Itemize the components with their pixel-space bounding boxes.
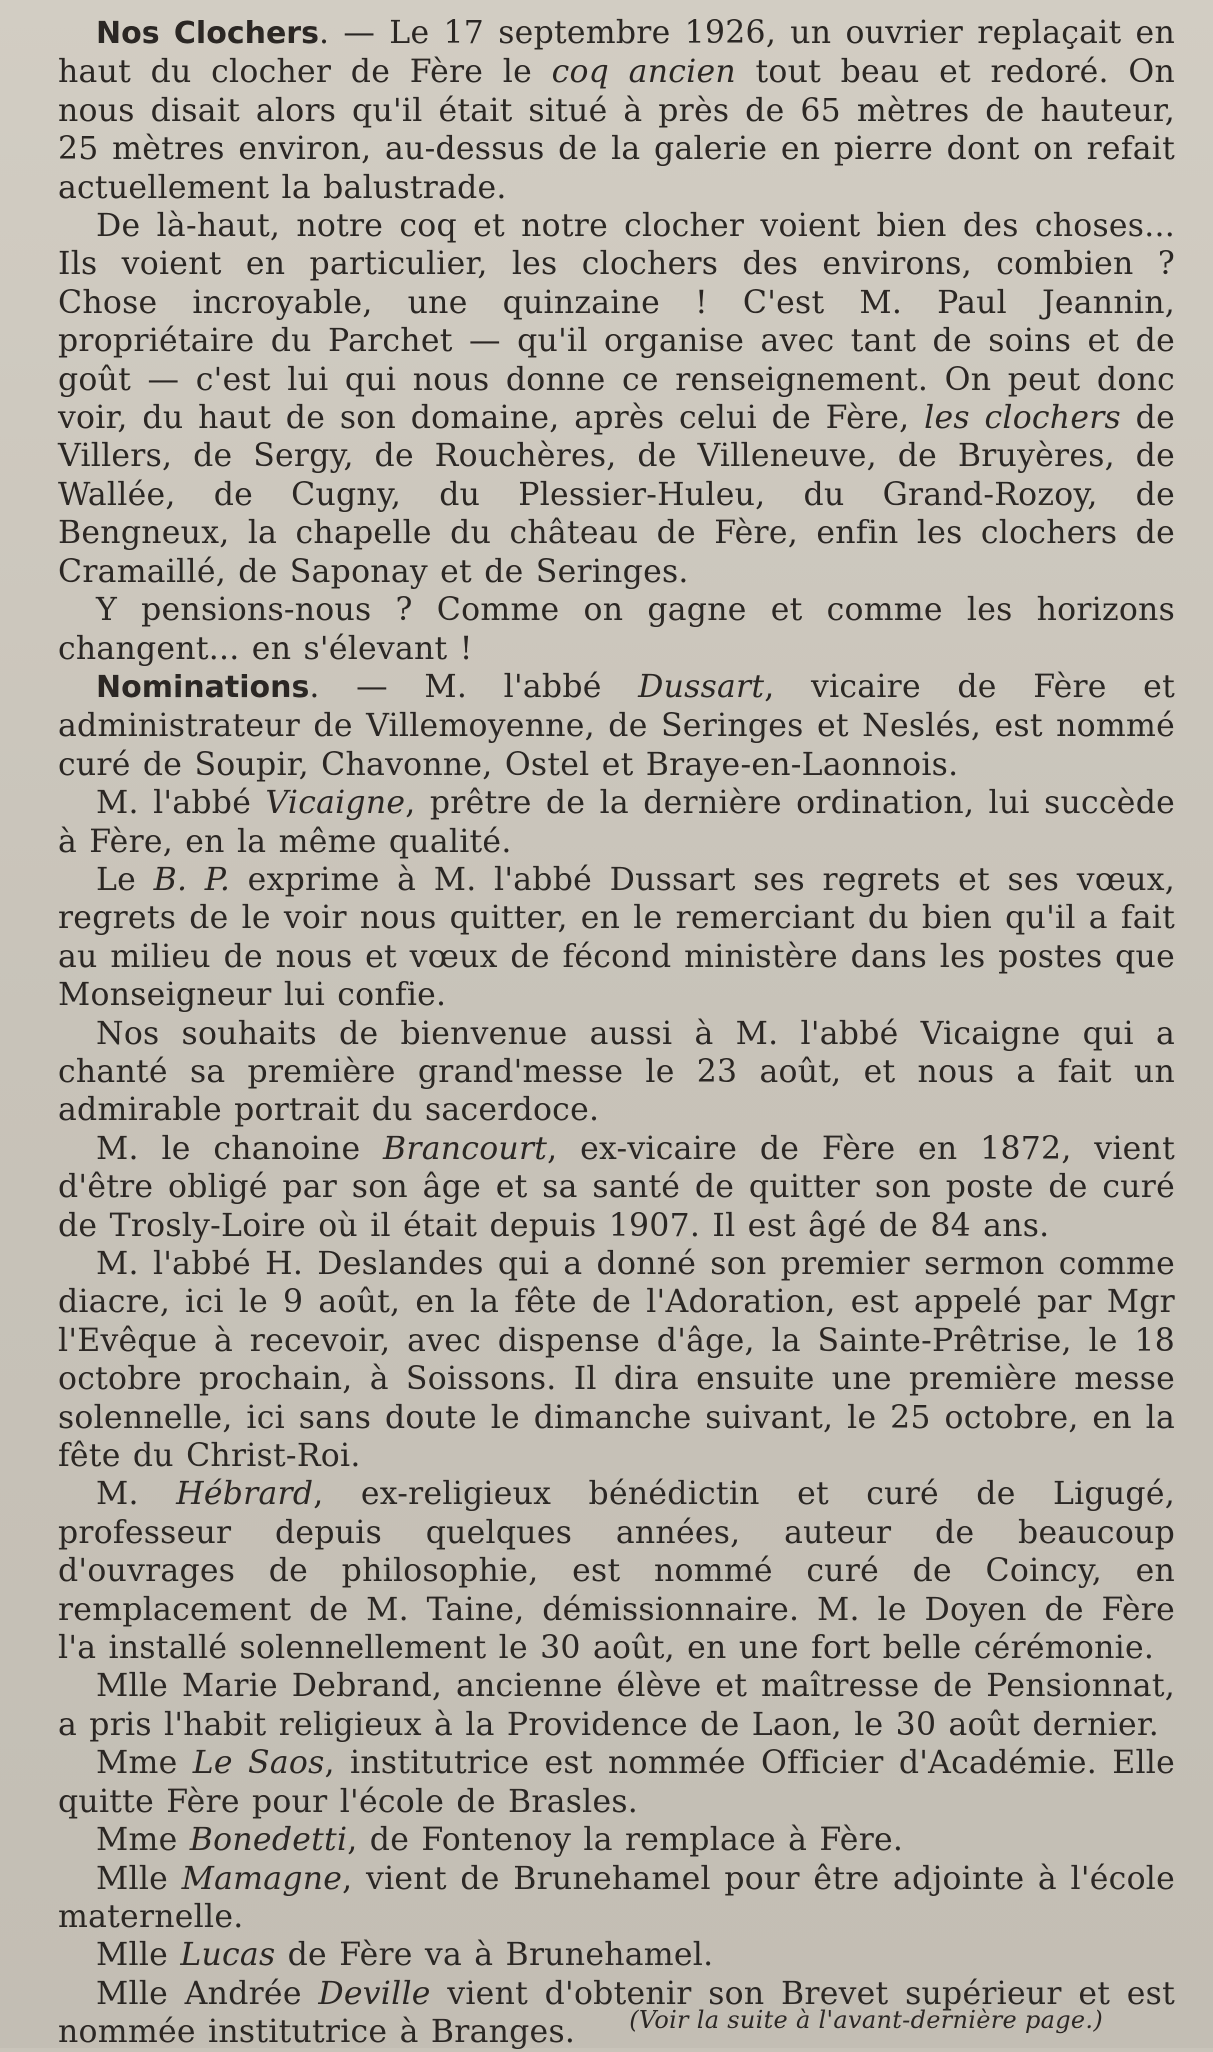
text-segment: Mlle — [96, 1937, 181, 1974]
text-segment: , de Fontenoy la remplace à Fère. — [347, 1822, 904, 1859]
text-segment: Mlle Andrée — [96, 1975, 319, 2012]
paragraph-lucas — [58, 1936, 1175, 1974]
text-segment: Nos souhaits de bienvenue aussi à M. l'abbé Vicaigne qui a chanté sa première grand'messe le 23 août, et nous a fait un admirable portrait du sacerdoce. — [58, 1015, 1175, 1129]
paragraph-le-saos — [58, 1744, 1175, 1821]
text-segment: Mme — [96, 1822, 190, 1859]
paragraph-mamagne — [58, 1860, 1175, 1937]
paragraph-debrand — [58, 1667, 1175, 1744]
text-segment: M. le chanoine — [96, 1130, 384, 1167]
paragraph-nos-clochers — [58, 14, 1175, 207]
paragraph-hebrard — [58, 1475, 1175, 1667]
text-segment: vient d'obtenir son Brevet supérieur et est nommée institutrice à Branges. — [58, 1975, 1175, 2051]
paragraph-deslandes — [58, 1245, 1175, 1475]
text-segment: Y pensions-nous ? Comme on gagne et comme les horizons changent... en s'élevant ! — [58, 592, 1175, 667]
text-segment: De là-haut, notre coq et notre clocher voient bien des choses... Ils voient en particulier, les clochers des environs, combien ? Chose incroyable, une quinzaine ! C'est M. Paul Jeannin, propriétaire du Parchet — qu'il organise avec tant de soins et de goût — c'est lui qui nous donne ce renseignement. On peut donc voir, du haut de son domaine, après celui de Fère, — [58, 208, 1175, 437]
paragraph-bienvenue — [58, 1015, 1175, 1130]
italic-segment: Mamagne — [181, 1860, 343, 1897]
paragraph-regrets — [58, 861, 1175, 1015]
text-segment: , vicaire de Fère et administrateur de Villemoyenne, de Seringes et Neslés, est nommé curé de Soupir, Chavonne, Ostel et Braye-en-Laonnois. — [58, 668, 1175, 783]
text-segment: , prêtre de la dernière ordination, lui succède à Fère, en la même qualité. — [58, 785, 1176, 860]
text-segment: M. l'abbé H. Deslandes qui a donné son premier sermon comme diacre, ici le 9 août, en la fête de l'Adoration, est appelé par Mgr l'Evêque à recevoir, avec dispense d'âge, la Sainte-Prêtrise, le 18 octobre prochain, à Soissons. Il dira ensuite une première messe solennelle, ici sans doute le dimanche suivant, le 25 octobre, en la fête du Christ-Roi. — [58, 1246, 1175, 1475]
text-segment: , ex-vicaire de Fère en 1872, vient d'être obligé par son âge et sa santé de quitter son poste de curé de Trosly-Loire où il était depuis 1907. Il est âgé de 84 ans. — [58, 1130, 1175, 1244]
italic-segment: B. P. — [153, 861, 231, 898]
continuation-note: (Voir la suite à l'avant-dernière page.) — [629, 2006, 1103, 2034]
text-segment: Mme — [96, 1745, 193, 1782]
text-segment: , institutrice est nommée Officier d'Académie. Elle quitte Fère pour l'école de Brasles. — [58, 1745, 1175, 1820]
text-segment: tout beau et redoré. On nous disait alors qu'il était situé à près de 65 mètres de hauteur, 25 mètres environ, au-dessus de la galerie en pierre dont on refait actuellement la balustrade. — [58, 54, 1175, 206]
text-segment: . — Le 17 septembre 1926, un ouvrier replaçait en haut du clocher de Fère le — [58, 15, 1175, 91]
section-heading-nominations: Nominations — [96, 669, 310, 705]
text-segment: de Fère va à Brunehamel. — [275, 1937, 714, 1974]
text-segment: M. l'abbé — [96, 785, 266, 822]
text-segment: Mlle Marie Debrand, ancienne élève et maîtresse de Pensionnat, a pris l'habit religieux à la Providence de Laon, le 30 août dernier. — [58, 1668, 1175, 1743]
text-segment: , ex-religieux bénédictin et curé de Ligugé, professeur depuis quelques années, auteur de beaucoup d'ouvrages de philosophie, est nommé curé de Coincy, en remplacement de M. Taine, démissionnaire. M. le Doyen de Fère l'a installé solennellement le 30 août, en une fort belle cérémonie. — [58, 1476, 1175, 1667]
italic-segment: Brancourt — [383, 1130, 548, 1167]
section-heading-nos-clochers: Nos Clochers — [96, 16, 319, 51]
paragraph-clochers-environs — [58, 207, 1175, 591]
italic-segment: coq ancien — [551, 54, 736, 91]
paragraph-bonedetti — [58, 1821, 1175, 1859]
italic-segment: Vicaigne — [265, 785, 406, 822]
italic-segment: Deville — [318, 1975, 431, 2012]
italic-segment: Hébrard — [176, 1476, 314, 1513]
italic-segment: Lucas — [180, 1937, 276, 1974]
text-segment: de Villers, de Sergy, de Rouchères, de Villeneuve, de Bruyères, de Wallée, de Cugny, du Plessier-Huleu, du Grand-Rozoy, de Bengneux, la chapelle du château de Fère, enfin les clochers de Cramaillé, de Saponay et de Seringes. — [58, 400, 1175, 590]
paragraph-vicaigne — [58, 784, 1175, 861]
text-segment: M. — [96, 1476, 177, 1513]
text-segment: Mlle — [96, 1860, 182, 1897]
text-segment: Le — [96, 861, 154, 898]
paragraph-horizons — [58, 591, 1175, 668]
italic-segment: Dussart — [638, 668, 765, 705]
text-segment: exprime à M. l'abbé Dussart ses regrets et ses vœux, regrets de le voir nous quitter, en le remerciant du bien qu'il a fait au milieu de nous et vœux de fécond ministère dans les postes que Monseigneur lui confie. — [58, 861, 1176, 1014]
paragraph-brancourt — [58, 1130, 1175, 1245]
text-segment: . — M. l'abbé — [309, 668, 639, 705]
text-segment: , vient de Brunehamel pour être adjointe à l'école maternelle. — [58, 1860, 1175, 1935]
italic-segment: Le Saos — [192, 1745, 325, 1782]
paragraph-nominations — [58, 668, 1175, 784]
italic-segment: les clochers — [924, 400, 1121, 437]
italic-segment: Bonedetti — [189, 1822, 348, 1859]
